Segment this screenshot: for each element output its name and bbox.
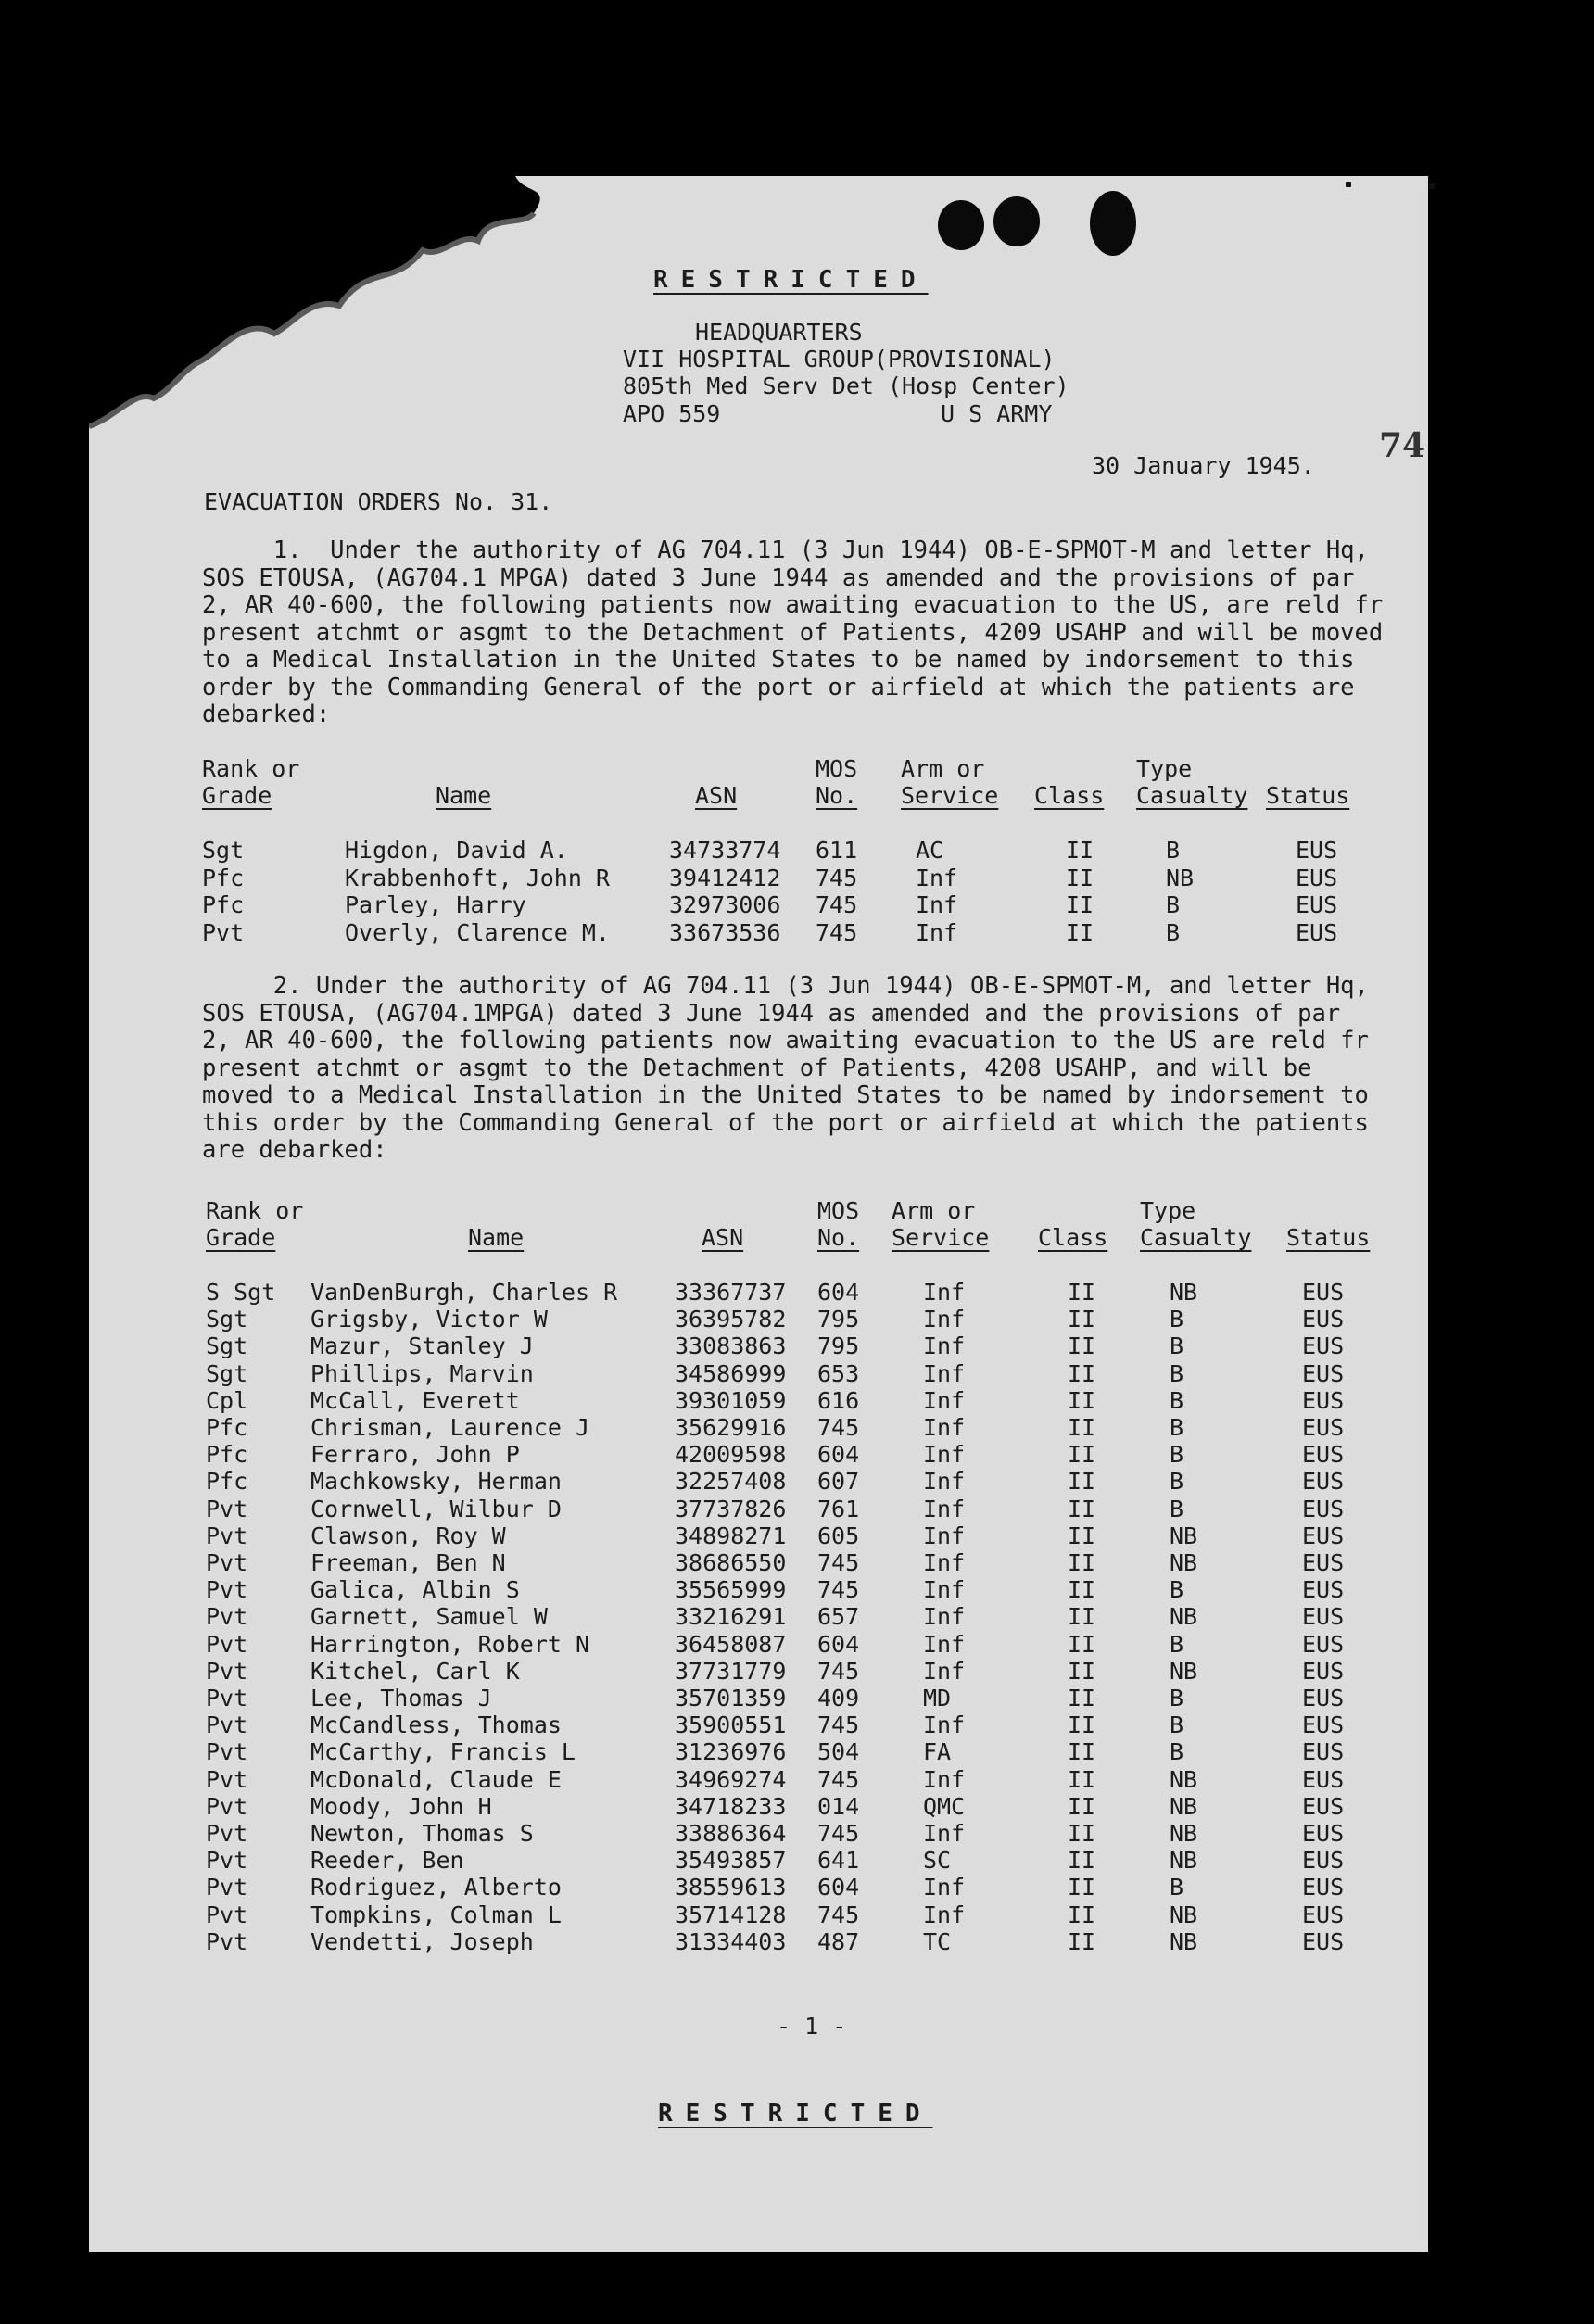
cell-name: McDonald, Claude E — [310, 1765, 562, 1793]
cell-type: B — [1170, 1711, 1184, 1739]
cell-type: NB — [1170, 1820, 1198, 1847]
cell-name: Newton, Thomas S — [310, 1820, 534, 1847]
cell-mos: 657 — [817, 1603, 860, 1631]
cell-status: EUS — [1302, 1522, 1345, 1549]
cell-class: II — [1068, 1792, 1096, 1820]
cell-class: II — [1068, 1414, 1096, 1441]
cell-rank: Pvt — [206, 1603, 248, 1631]
cell-rank: Cpl — [206, 1386, 248, 1414]
cell-mos: 745 — [816, 891, 858, 918]
cell-asn: 37731779 — [675, 1657, 787, 1685]
orders-title: EVACUATION ORDERS No. 31. — [204, 488, 553, 515]
cell-type: B — [1170, 1738, 1184, 1766]
paragraph-line: 2, AR 40-600, the following patients now awaiting evacuation to the US are reld fr — [202, 1027, 1369, 1055]
cell-class: II — [1068, 1711, 1096, 1739]
paragraph-line: 2. Under the authority of AG 704.11 (3 Jun 1944) OB-E-SPMOT-M, and letter Hq, — [202, 972, 1369, 1000]
cell-arm: QMC — [923, 1792, 966, 1820]
cell-arm: SC — [923, 1847, 952, 1875]
cell-type: B — [1170, 1306, 1184, 1333]
cell-arm: Inf — [916, 918, 958, 946]
hq-line-2: VII HOSPITAL GROUP(PROVISIONAL) — [623, 346, 1056, 373]
cell-mos: 487 — [817, 1927, 860, 1955]
cell-name: McCarthy, Francis L — [310, 1738, 576, 1766]
cell-arm: Inf — [923, 1765, 966, 1793]
cell-mos: 607 — [817, 1468, 860, 1496]
cell-rank: Pvt — [206, 1630, 248, 1658]
cell-arm: Inf — [916, 864, 958, 891]
cell-rank: Pvt — [206, 1495, 248, 1522]
cell-asn: 37737826 — [675, 1495, 787, 1522]
torn-corner — [89, 176, 552, 436]
cell-type: B — [1170, 1495, 1184, 1522]
cell-mos: 745 — [817, 1576, 860, 1604]
cell-class: II — [1068, 1874, 1096, 1901]
cell-class: II — [1068, 1927, 1096, 1955]
header-service: Service — [892, 1224, 990, 1251]
cell-status: EUS — [1302, 1874, 1345, 1901]
cell-rank: Pvt — [206, 1927, 248, 1955]
punch-hole — [1090, 191, 1136, 256]
cell-type: NB — [1170, 1603, 1198, 1631]
cell-mos: 014 — [817, 1792, 860, 1820]
cell-class: II — [1068, 1359, 1096, 1387]
cell-type: NB — [1170, 1657, 1198, 1685]
cell-name: Parley, Harry — [345, 891, 526, 918]
punch-hole — [938, 200, 984, 250]
header-asn: ASN — [695, 782, 738, 809]
cell-mos: 745 — [816, 918, 858, 946]
cell-status: EUS — [1302, 1630, 1345, 1658]
cell-arm: Inf — [923, 1414, 966, 1441]
apo-number: APO 559 — [623, 400, 721, 427]
cell-type: NB — [1170, 1549, 1198, 1576]
cell-type: NB — [1170, 1847, 1198, 1875]
cell-name: Cornwell, Wilbur D — [310, 1495, 562, 1522]
cell-rank: Pvt — [206, 1685, 248, 1711]
cell-mos: 745 — [817, 1820, 860, 1847]
cell-type: NB — [1170, 1927, 1198, 1955]
paragraph-line: 1. Under the authority of AG 704.11 (3 Jun 1944) OB-E-SPMOT-M and letter Hq, — [202, 537, 1369, 564]
cell-arm: Inf — [923, 1711, 966, 1739]
cell-type: NB — [1170, 1765, 1198, 1793]
header-arm: Arm or — [892, 1197, 976, 1224]
cell-status: EUS — [1302, 1657, 1345, 1685]
cell-status: EUS — [1296, 837, 1338, 864]
cell-class: II — [1068, 1738, 1096, 1766]
cell-status: EUS — [1302, 1306, 1345, 1333]
paragraph-line: debarked: — [202, 701, 331, 728]
cell-mos: 745 — [817, 1414, 860, 1441]
cell-class: II — [1066, 891, 1094, 918]
cell-mos: 745 — [817, 1901, 860, 1928]
cell-name: Reeder, Ben — [310, 1847, 464, 1875]
cell-status: EUS — [1302, 1495, 1345, 1522]
cell-mos: 745 — [817, 1765, 860, 1793]
document-date: 30 January 1945. — [1092, 452, 1315, 479]
cell-rank: Pvt — [206, 1901, 248, 1928]
cell-asn: 35565999 — [675, 1576, 787, 1604]
cell-rank: Sgt — [206, 1333, 248, 1360]
cell-type: B — [1170, 1441, 1184, 1469]
cell-arm: Inf — [916, 891, 958, 918]
cell-class: II — [1068, 1279, 1096, 1306]
cell-name: Rodriguez, Alberto — [310, 1874, 562, 1901]
cell-status: EUS — [1302, 1847, 1345, 1875]
cell-type: B — [1166, 918, 1181, 946]
cell-class: II — [1068, 1495, 1096, 1522]
cell-arm: Inf — [923, 1522, 966, 1549]
cell-class: II — [1066, 837, 1094, 864]
header-casualty: Casualty — [1140, 1224, 1252, 1251]
cell-asn: 34733774 — [669, 837, 781, 864]
cell-name: McCandless, Thomas — [310, 1711, 562, 1739]
cell-class: II — [1068, 1441, 1096, 1469]
paragraph-line: 2, AR 40-600, the following patients now awaiting evacuation to the US, are reld fr — [202, 591, 1384, 619]
cell-rank: Sgt — [206, 1306, 248, 1333]
cell-status: EUS — [1302, 1711, 1345, 1739]
cell-status: EUS — [1302, 1576, 1345, 1604]
cell-arm: Inf — [923, 1603, 966, 1631]
cell-type: B — [1170, 1874, 1184, 1901]
header-status: Status — [1266, 782, 1350, 809]
cell-rank: Pvt — [206, 1549, 248, 1576]
cell-status: EUS — [1302, 1333, 1345, 1360]
cell-name: Garnett, Samuel W — [310, 1603, 548, 1631]
cell-arm: Inf — [923, 1549, 966, 1576]
cell-status: EUS — [1296, 891, 1338, 918]
cell-type: B — [1166, 837, 1181, 864]
cell-status: EUS — [1302, 1468, 1345, 1496]
cell-name: Grigsby, Victor W — [310, 1306, 548, 1333]
cell-arm: Inf — [923, 1874, 966, 1901]
cell-mos: 605 — [817, 1522, 860, 1549]
cell-mos: 641 — [817, 1847, 860, 1875]
cell-asn: 35701359 — [675, 1685, 787, 1711]
cell-mos: 604 — [817, 1279, 860, 1306]
paragraph-line: are debarked: — [202, 1136, 387, 1164]
cell-status: EUS — [1302, 1685, 1345, 1711]
cell-arm: Inf — [923, 1820, 966, 1847]
header-casualty: Casualty — [1136, 782, 1248, 809]
cell-class: II — [1068, 1765, 1096, 1793]
header-type: Type — [1140, 1197, 1196, 1224]
army-label: U S ARMY — [941, 400, 1053, 427]
cell-mos: 795 — [817, 1306, 860, 1333]
cell-mos: 604 — [817, 1630, 860, 1658]
cell-mos: 745 — [817, 1711, 860, 1739]
classification-top: RESTRICTED — [653, 266, 929, 294]
cell-name: Ferraro, John P — [310, 1441, 520, 1469]
cell-name: Moody, John H — [310, 1792, 492, 1820]
header-mos-no: No. — [817, 1224, 860, 1251]
cell-class: II — [1066, 864, 1094, 891]
cell-status: EUS — [1302, 1792, 1345, 1820]
cell-type: B — [1170, 1576, 1184, 1604]
cell-rank: Pvt — [206, 1820, 248, 1847]
paragraph-line: SOS ETOUSA, (AG704.1 MPGA) dated 3 June 1944 as amended and the provisions of par — [202, 563, 1355, 592]
cell-asn: 42009598 — [675, 1441, 787, 1469]
cell-name: Phillips, Marvin — [310, 1359, 534, 1387]
cell-mos: 745 — [817, 1549, 860, 1576]
cell-rank: Pfc — [206, 1414, 248, 1441]
cell-asn: 34898271 — [675, 1522, 787, 1549]
cell-type: B — [1170, 1333, 1184, 1360]
cell-type: B — [1170, 1414, 1184, 1441]
cell-asn: 34969274 — [675, 1765, 787, 1793]
speck — [1346, 182, 1351, 187]
cell-rank: Pvt — [206, 1657, 248, 1685]
cell-mos: 795 — [817, 1333, 860, 1360]
paragraph-line: moved to a Medical Installation in the United States to be named by indorsement to — [202, 1081, 1369, 1109]
cell-name: Lee, Thomas J — [310, 1685, 492, 1711]
cell-status: EUS — [1302, 1441, 1345, 1469]
header-status: Status — [1286, 1224, 1371, 1251]
cell-mos: 611 — [816, 837, 858, 864]
cell-mos: 604 — [817, 1874, 860, 1901]
cell-asn: 31334403 — [675, 1927, 787, 1955]
cell-type: B — [1170, 1468, 1184, 1496]
cell-asn: 36395782 — [675, 1306, 787, 1333]
cell-type: NB — [1166, 864, 1195, 891]
cell-name: VanDenBurgh, Charles R — [310, 1279, 618, 1306]
cell-rank: Pvt — [206, 1765, 248, 1793]
cell-arm: MD — [923, 1685, 952, 1711]
cell-mos: 761 — [817, 1495, 860, 1522]
cell-rank: Pvt — [202, 918, 245, 946]
cell-asn: 38686550 — [675, 1549, 787, 1576]
paragraph-line: present atchmt or asgmt to the Detachment of Patients, 4209 USAHP and will be moved — [202, 618, 1384, 647]
cell-name: Freeman, Ben N — [310, 1549, 506, 1576]
header-name: Name — [468, 1224, 525, 1251]
cell-rank: Pfc — [206, 1468, 248, 1496]
cell-rank: S Sgt — [206, 1279, 276, 1306]
cell-rank: Pvt — [206, 1522, 248, 1549]
cell-mos: 409 — [817, 1685, 860, 1711]
cell-rank: Pvt — [206, 1792, 248, 1820]
cell-name: Tompkins, Colman L — [310, 1901, 562, 1928]
cell-asn: 33367737 — [675, 1279, 787, 1306]
cell-rank: Pvt — [206, 1711, 248, 1739]
cell-asn: 33886364 — [675, 1820, 787, 1847]
cell-asn: 31236976 — [675, 1738, 787, 1766]
cell-asn: 33673536 — [669, 918, 781, 946]
cell-arm: Inf — [923, 1359, 966, 1387]
header-type: Type — [1136, 755, 1193, 782]
cell-mos: 745 — [816, 864, 858, 891]
cell-arm: FA — [923, 1738, 952, 1766]
cell-rank: Sgt — [206, 1359, 248, 1387]
cell-arm: AC — [916, 837, 944, 864]
header-asn: ASN — [702, 1224, 744, 1251]
cell-arm: Inf — [923, 1468, 966, 1496]
cell-asn: 32257408 — [675, 1468, 787, 1496]
paragraph-line: order by the Commanding General of the port or airfield at which the patients are — [202, 673, 1355, 701]
header-service: Service — [901, 782, 999, 809]
cell-class: II — [1068, 1468, 1096, 1496]
cell-arm: Inf — [923, 1576, 966, 1604]
cell-status: EUS — [1302, 1738, 1345, 1766]
cell-mos: 653 — [817, 1359, 860, 1387]
cell-status: EUS — [1302, 1820, 1345, 1847]
cell-status: EUS — [1302, 1765, 1345, 1793]
cell-class: II — [1068, 1847, 1096, 1875]
cell-name: Chrisman, Laurence J — [310, 1414, 590, 1441]
cell-status: EUS — [1302, 1386, 1345, 1414]
cell-rank: Pvt — [206, 1738, 248, 1766]
cell-arm: Inf — [923, 1441, 966, 1469]
cell-name: Harrington, Robert N — [310, 1630, 590, 1658]
cell-rank: Pvt — [206, 1847, 248, 1875]
cell-class: II — [1068, 1549, 1096, 1576]
cell-mos: 745 — [817, 1657, 860, 1685]
cell-status: EUS — [1302, 1603, 1345, 1631]
cell-status: EUS — [1296, 918, 1338, 946]
cell-rank: Pvt — [206, 1874, 248, 1901]
header-name: Name — [436, 782, 492, 809]
cell-status: EUS — [1296, 864, 1338, 891]
cell-class: II — [1068, 1522, 1096, 1549]
classification-bottom: RESTRICTED — [658, 2100, 933, 2128]
cell-mos: 604 — [817, 1441, 860, 1469]
cell-mos: 616 — [817, 1386, 860, 1414]
cell-name: Machkowsky, Herman — [310, 1468, 562, 1496]
cell-name: Kitchel, Carl K — [310, 1657, 520, 1685]
cell-class: II — [1068, 1306, 1096, 1333]
cell-asn: 39412412 — [669, 864, 781, 891]
cell-class: II — [1068, 1657, 1096, 1685]
cell-class: II — [1068, 1820, 1096, 1847]
cell-mos: 504 — [817, 1738, 860, 1766]
paragraph-line: this order by the Commanding General of the port or airfield at which the patients — [202, 1108, 1369, 1137]
cell-name: Overly, Clarence M. — [345, 918, 610, 946]
cell-arm: Inf — [923, 1333, 966, 1360]
cell-asn: 34586999 — [675, 1359, 787, 1387]
punch-hole — [993, 196, 1040, 246]
cell-arm: Inf — [923, 1306, 966, 1333]
header-rank: Rank or — [202, 755, 300, 782]
cell-name: Higdon, David A. — [345, 837, 568, 864]
cell-asn: 36458087 — [675, 1630, 787, 1658]
cell-name: Galica, Albin S — [310, 1576, 520, 1604]
cell-type: NB — [1170, 1522, 1198, 1549]
header-class: Class — [1038, 1224, 1108, 1251]
cell-type: B — [1170, 1386, 1184, 1414]
cell-class: II — [1066, 918, 1094, 946]
cell-asn: 35629916 — [675, 1414, 787, 1441]
cell-class: II — [1068, 1603, 1096, 1631]
cell-name: Clawson, Roy W — [310, 1522, 506, 1549]
cell-arm: Inf — [923, 1495, 966, 1522]
cell-status: EUS — [1302, 1414, 1345, 1441]
cell-status: EUS — [1302, 1359, 1345, 1387]
cell-rank: Pfc — [206, 1441, 248, 1469]
paragraph-line: SOS ETOUSA, (AG704.1MPGA) dated 3 June 1944 as amended and the provisions of par — [202, 999, 1341, 1028]
header-grade: Grade — [202, 782, 272, 809]
cell-asn: 38559613 — [675, 1874, 787, 1901]
cell-asn: 33083863 — [675, 1333, 787, 1360]
cell-asn: 35900551 — [675, 1711, 787, 1739]
cell-class: II — [1068, 1630, 1096, 1658]
page-number: - 1 - — [777, 2013, 847, 2040]
paragraph-line: present atchmt or asgmt to the Detachment of Patients, 4208 USAHP, and will be — [202, 1054, 1312, 1082]
cell-status: EUS — [1302, 1279, 1345, 1306]
cell-arm: TC — [923, 1927, 952, 1955]
cell-asn: 32973006 — [669, 891, 781, 918]
cell-status: EUS — [1302, 1549, 1345, 1576]
cell-type: NB — [1170, 1792, 1198, 1820]
cell-rank: Pfc — [202, 864, 245, 891]
cell-type: NB — [1170, 1901, 1198, 1928]
cell-class: II — [1068, 1901, 1096, 1928]
cell-arm: Inf — [923, 1279, 966, 1306]
cell-name: Vendetti, Joseph — [310, 1927, 534, 1955]
cell-arm: Inf — [923, 1630, 966, 1658]
cell-type: B — [1170, 1630, 1184, 1658]
header-mos: MOS — [817, 1197, 860, 1224]
cell-class: II — [1068, 1333, 1096, 1360]
cell-rank: Sgt — [202, 837, 245, 864]
cell-asn: 39301059 — [675, 1386, 787, 1414]
cell-asn: 34718233 — [675, 1792, 787, 1820]
header-class: Class — [1034, 782, 1105, 809]
cell-type: B — [1166, 891, 1181, 918]
cell-name: McCall, Everett — [310, 1386, 520, 1414]
header-rank: Rank or — [206, 1197, 304, 1224]
cell-arm: Inf — [923, 1657, 966, 1685]
cell-asn: 33216291 — [675, 1603, 787, 1631]
header-mos-no: No. — [816, 782, 858, 809]
cell-status: EUS — [1302, 1927, 1345, 1955]
cell-status: EUS — [1302, 1901, 1345, 1928]
cell-asn: 35714128 — [675, 1901, 787, 1928]
cell-class: II — [1068, 1576, 1096, 1604]
cell-arm: Inf — [923, 1386, 966, 1414]
paragraph-line: to a Medical Installation in the United States to be named by indorsement to this — [202, 646, 1355, 674]
header-arm: Arm or — [901, 755, 985, 782]
cell-name: Krabbenhoft, John R — [345, 864, 610, 891]
header-grade: Grade — [206, 1224, 276, 1251]
cell-rank: Pfc — [202, 891, 245, 918]
cell-type: B — [1170, 1685, 1184, 1711]
cell-asn: 35493857 — [675, 1847, 787, 1875]
cell-class: II — [1068, 1386, 1096, 1414]
header-mos: MOS — [816, 755, 858, 782]
cell-class: II — [1068, 1685, 1096, 1711]
cell-rank: Pvt — [206, 1576, 248, 1604]
cell-arm: Inf — [923, 1901, 966, 1928]
cell-name: Mazur, Stanley J — [310, 1333, 534, 1360]
cell-type: NB — [1170, 1279, 1198, 1306]
speck — [1429, 183, 1435, 189]
hq-line-1: HEADQUARTERS — [695, 319, 863, 346]
cell-type: B — [1170, 1359, 1184, 1387]
hq-line-3: 805th Med Serv Det (Hosp Center) — [623, 373, 1069, 399]
stamp-number: 74 — [1379, 426, 1426, 465]
